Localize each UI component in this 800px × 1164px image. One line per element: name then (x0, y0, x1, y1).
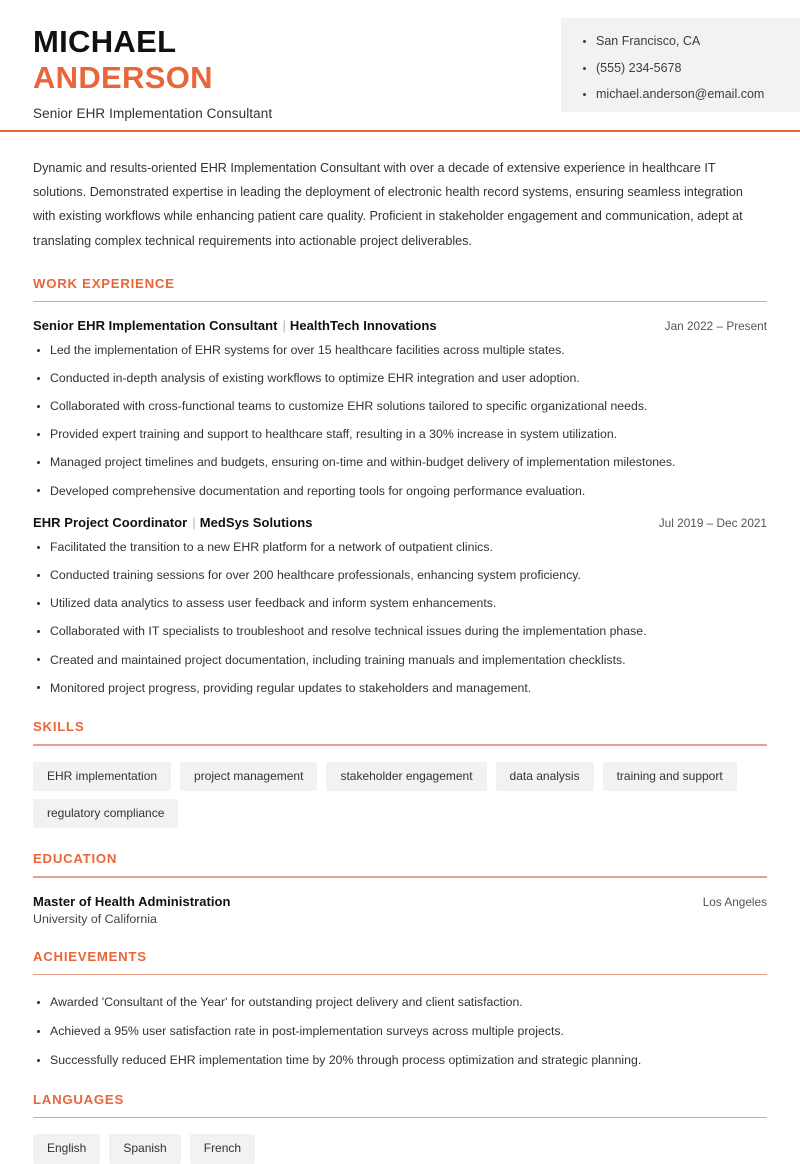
achievements-list (33, 994, 767, 1069)
skills-tag-list (33, 762, 767, 829)
skill-tag: stakeholder engagement (326, 762, 486, 791)
title-separator: | (192, 515, 196, 531)
work-bullet-list (33, 342, 767, 499)
work-role: Senior EHR Implementation Consultant (33, 318, 278, 334)
list-item: Collaborated with IT specialists to troubleshoot and resolve technical issues during the implementation phase. (33, 623, 767, 640)
contact-list (583, 34, 800, 103)
list-item: Utilized data analytics to assess user feedback and inform system enhancements. (33, 595, 767, 612)
section-divider (33, 876, 767, 877)
language-tag: English (33, 1134, 100, 1163)
skill-tag: project management (180, 762, 317, 791)
list-item: Provided expert training and support to healthcare staff, resulting in a 30% increase in system utilization. (33, 426, 767, 443)
section-title-work-experience: WORK EXPERIENCE (33, 275, 175, 291)
work-entry-header (33, 515, 767, 530)
contact-phone: (555) 234-5678 (583, 61, 800, 77)
list-item: Led the implementation of EHR systems for over 15 healthcare facilities across multiple states. (33, 342, 767, 359)
professional-title: Senior EHR Implementation Consultant (33, 105, 273, 121)
work-entry-title (33, 318, 437, 333)
language-tag: French (190, 1134, 255, 1163)
section-title-education: EDUCATION (33, 851, 118, 867)
section-skills (33, 719, 767, 828)
work-entry (33, 515, 767, 696)
skill-tag: regulatory compliance (33, 799, 178, 828)
education-entry-header (33, 894, 767, 909)
list-item: Conducted training sessions for over 200 healthcare professionals, enhancing system proficiency. (33, 567, 767, 584)
section-title-achievements: ACHIEVEMENTS (33, 948, 147, 964)
work-company: MedSys Solutions (199, 515, 313, 531)
section-education (33, 851, 767, 925)
section-work-experience (33, 276, 767, 697)
work-date-range: Jul 2019 – Dec 2021 (658, 516, 767, 531)
contact-location: San Francisco, CA (583, 34, 800, 50)
section-divider (33, 744, 767, 745)
education-institution: University of California (33, 911, 157, 926)
title-separator: | (282, 318, 286, 334)
list-item: Conducted in-depth analysis of existing workflows to optimize EHR integration and user adoption. (33, 370, 767, 387)
resume-body (0, 156, 800, 1164)
section-divider (33, 301, 767, 302)
name-block (33, 24, 272, 121)
list-item: Collaborated with cross-functional teams to customize EHR solutions tailored to specific organizational needs. (33, 398, 767, 415)
work-role: EHR Project Coordinator (33, 515, 188, 531)
resume-header (0, 0, 800, 130)
list-item: Awarded 'Consultant of the Year' for outstanding project delivery and client satisfaction. (33, 994, 767, 1011)
section-title-skills: SKILLS (33, 719, 85, 735)
work-bullet-list (33, 539, 767, 696)
list-item: Developed comprehensive documentation and reporting tools for ongoing performance evaluation. (33, 483, 767, 500)
skill-tag: EHR implementation (33, 762, 171, 791)
languages-tag-list (33, 1134, 767, 1163)
education-location: Los Angeles (702, 894, 767, 909)
list-item: Created and maintained project documentation, including training manuals and implementation checklists. (33, 652, 767, 669)
work-company: HealthTech Innovations (289, 318, 437, 334)
list-item: Monitored project progress, providing regular updates to stakeholders and management. (33, 680, 767, 697)
list-item: Facilitated the transition to a new EHR platform for a network of outpatient clinics. (33, 539, 767, 556)
contact-email: michael.anderson@email.com (583, 87, 800, 103)
education-degree: Master of Health Administration (33, 893, 231, 909)
skill-tag: training and support (603, 762, 737, 791)
contact-info-box (561, 18, 800, 112)
section-languages (33, 1092, 767, 1164)
work-date-range: Jan 2022 – Present (664, 319, 767, 334)
list-item: Managed project timelines and budgets, ensuring on-time and within-budget delivery of implementation milestones. (33, 454, 767, 471)
professional-summary: Dynamic and results-oriented EHR Implementation Consultant with over a decade of extensive experience in healthcare IT solutions. Demonstrated expertise in leading the deployment of electronic health record systems, ensuring seamless integration with existing workflows while enhancing patient care quality. Proficient in stakeholder engagement and communication, adept at translating complex technical requirements into actionable project deliverables. (33, 161, 743, 248)
header-divider (0, 130, 800, 132)
skill-tag: data analysis (496, 762, 594, 791)
work-entry-title (33, 515, 312, 530)
list-item: Achieved a 95% user satisfaction rate in post-implementation surveys across multiple projects. (33, 1023, 767, 1040)
section-divider (33, 1117, 767, 1118)
section-divider (33, 974, 767, 975)
section-achievements (33, 949, 767, 1069)
last-name: ANDERSON (33, 60, 213, 96)
work-entry-header (33, 318, 767, 333)
list-item: Successfully reduced EHR implementation time by 20% through process optimization and strategic planning. (33, 1052, 767, 1069)
first-name: MICHAEL (33, 24, 177, 59)
language-tag: Spanish (109, 1134, 180, 1163)
section-title-languages: LANGUAGES (33, 1091, 125, 1107)
work-entry (33, 318, 767, 499)
education-entry (33, 894, 767, 926)
